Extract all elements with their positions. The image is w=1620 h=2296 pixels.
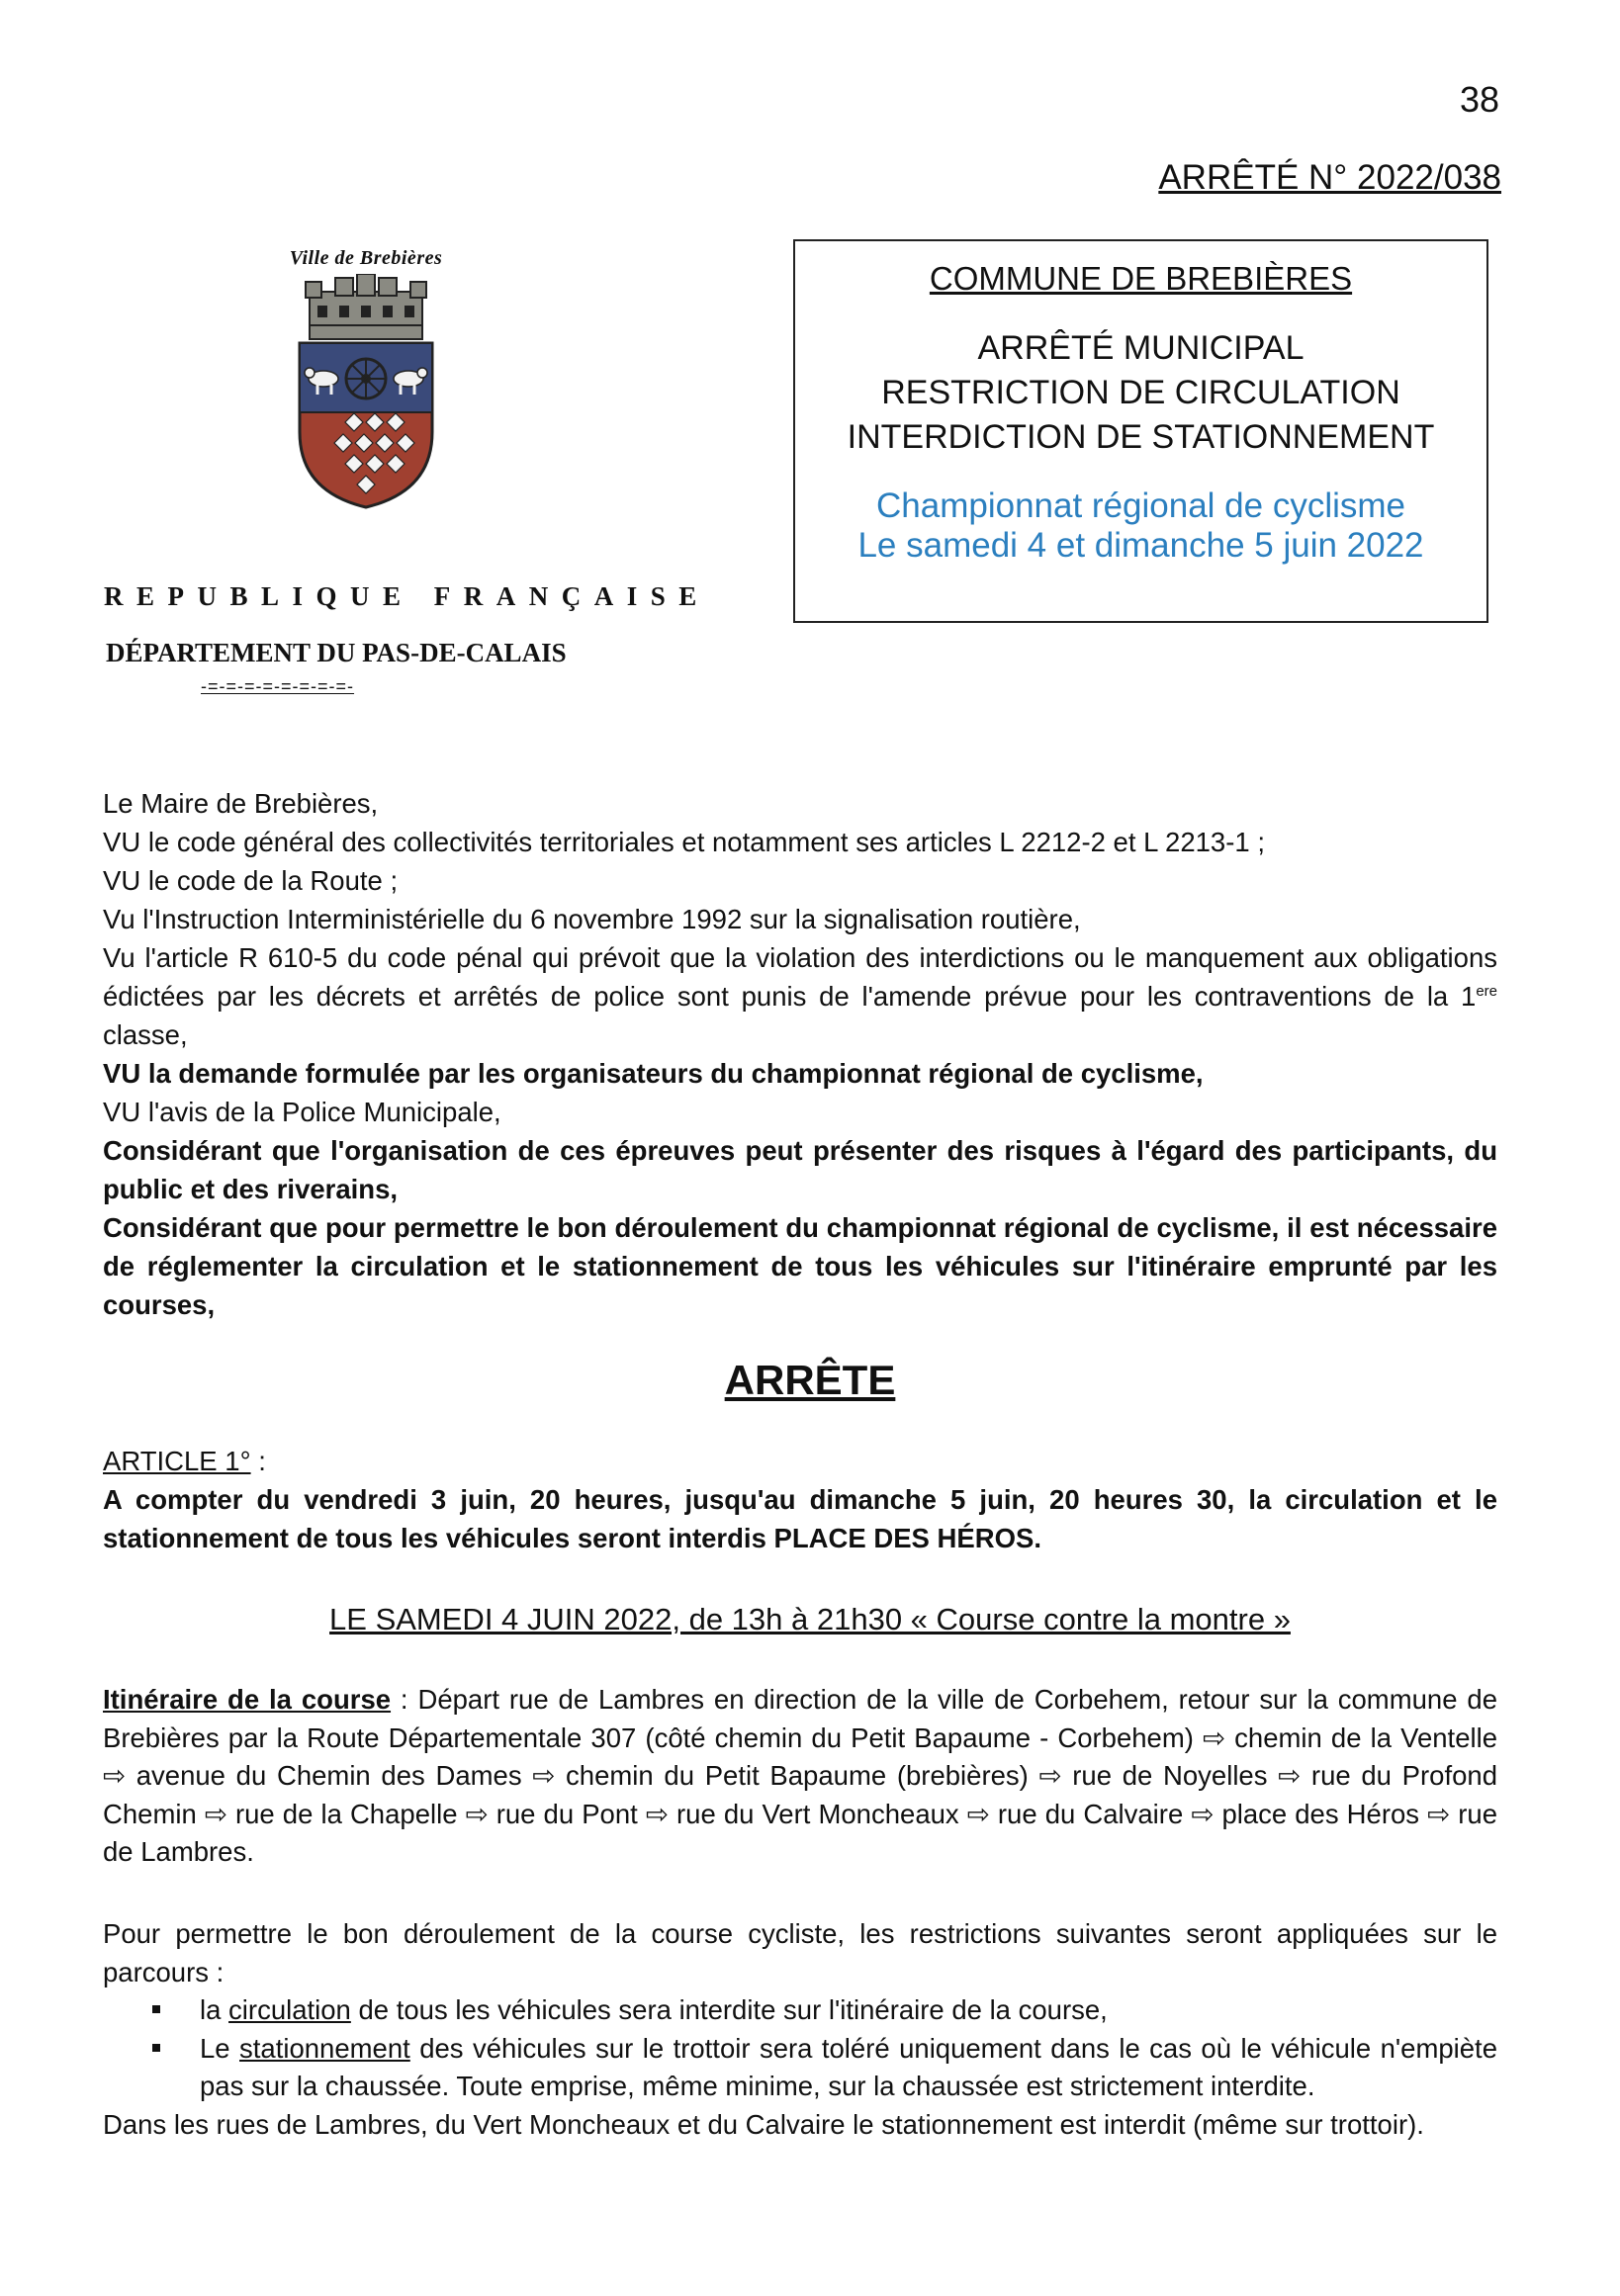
interdiction-stationnement-title: INTERDICTION DE STATIONNEMENT [847,418,1435,456]
itineraire-text: : Départ rue de Lambres en direction de la ville de Corbehem, retour sur la commune de Brebières par la Route Départementale 307 (côté chemin du Petit Bapaume - Corbehem) ⇨ chemin de la Ventelle ⇨ avenue du Chemin des Dames ⇨ chemin du Petit Bapaume (brebières) ⇨ rue de Noyelles ⇨ rue du Profond Chemin ⇨ rue de la Chapelle ⇨ rue du Pont ⇨ rue du Vert Moncheaux ⇨ rue du Calvaire ⇨ place des Héros ⇨ rue de Lambres. [103,1684,1497,1867]
republique-francaise: REPUBLIQUE FRANÇAISE [104,581,710,611]
item-keyword: circulation [228,1994,351,2025]
item-text: Le [200,2032,240,2064]
preamble-text: classe, [103,1019,188,1050]
event-name: Championnat régional de cyclisme [876,486,1405,525]
preamble-line: Considérant que l'organisation de ces épreuves peut présenter des risques à l'égard des participants, du public et des riverains, [103,1135,1497,1204]
preamble-line: VU l'avis de la Police Municipale, [103,1097,501,1127]
preamble-line: Le Maire de Brebières, [103,788,379,819]
itineraire-label: Itinéraire de la course [103,1684,392,1715]
list-item [103,2030,1497,2106]
preamble-line: Vu l'Instruction Interministérielle du 6 novembre 1992 sur la signalisation routière, [103,904,1081,934]
crest-caption: Ville de Brebières [289,247,443,269]
item-keyword: stationnement [239,2032,410,2064]
restriction-circulation-title: RESTRICTION DE CIRCULATION [881,374,1400,411]
preamble-text: Vu l'article R 610-5 du code pénal qui prévoit que la violation des interdictions ou le manquement aux obligations édictées par les décrets et arrêtés de police sont punis de l'amende prévue pour les contraventions de la 1 [103,942,1497,1012]
superscript: ere [1476,982,1497,1000]
preamble-line: VU le code général des collectivités territoriales et notamment ses articles L 2212-2 et L 2213-1 ; [103,827,1265,857]
coat-of-arms-icon [292,274,440,511]
crest-block [252,247,480,511]
item-text: de tous les véhicules sera interdite sur l'itinéraire de la course, [350,1994,1108,2025]
preamble-line: VU la demande formulée par les organisateurs du championnat régional de cyclisme, [103,1058,1204,1089]
restrictions-intro: Pour permettre le bon déroulement de la course cycliste, les restrictions suivantes seront appliquées sur le parcours : [103,1918,1497,1987]
bullet-icon [152,2044,160,2052]
restrictions [103,1915,1497,2144]
page-number: 38 [1459,79,1499,120]
item-text: des véhicules sur le trottoir sera toléré uniquement dans le cas où le véhicule n'empiète pas sur la chaussée. Toute emprise, même minime, sur la chaussée est strictement interdite. [200,2032,1497,2101]
bullet-icon [152,2005,160,2013]
arrete-heading: ARRÊTE [724,1357,896,1403]
arrete-municipal-title: ARRÊTÉ MUNICIPAL [977,329,1305,367]
preamble-line: Considérant que pour permettre le bon déroulement du championnat régional de cyclisme, il est nécessaire de réglementer la circulation et le stationnement de tous les véhicules sur l'itinéraire emprunté par les courses, [103,1212,1497,1320]
article-1-colon: : [250,1446,266,1476]
section-heading: LE SAMEDI 4 JUIN 2022, de 13h à 21h30 « Course contre la montre » [329,1602,1291,1636]
list-item [103,1991,1497,2030]
decorative-divider: -=-=-=-=-=-=-=-=- [201,676,355,696]
article-1 [103,1442,1497,1557]
restrictions-closing: Dans les rues de Lambres, du Vert Moncheaux et du Calvaire le stationnement est interdit (même sur trottoir). [103,2108,1424,2140]
departement: DÉPARTEMENT DU PAS-DE-CALAIS [106,638,567,667]
commune-title: COMMUNE DE BREBIÈRES [929,260,1353,297]
restrictions-list [103,1991,1497,2106]
itineraire [103,1681,1497,1872]
article-1-heading [103,1442,1497,1480]
preamble-line: VU le code de la Route ; [103,865,399,896]
arrete-number: ARRÊTÉ N° 2022/038 [1158,158,1501,197]
item-text: la [200,1994,229,2025]
title-box [793,239,1488,623]
preamble-line [103,938,1497,1054]
preamble [103,784,1497,1324]
event-date: Le samedi 4 et dimanche 5 juin 2022 [857,526,1424,565]
article-1-text: A compter du vendredi 3 juin, 20 heures, jusqu'au dimanche 5 juin, 20 heures 30, la circulation et le stationnement de tous les véhicules seront interdis PLACE DES HÉROS. [103,1484,1497,1553]
article-1-title: ARTICLE 1° [103,1446,251,1476]
